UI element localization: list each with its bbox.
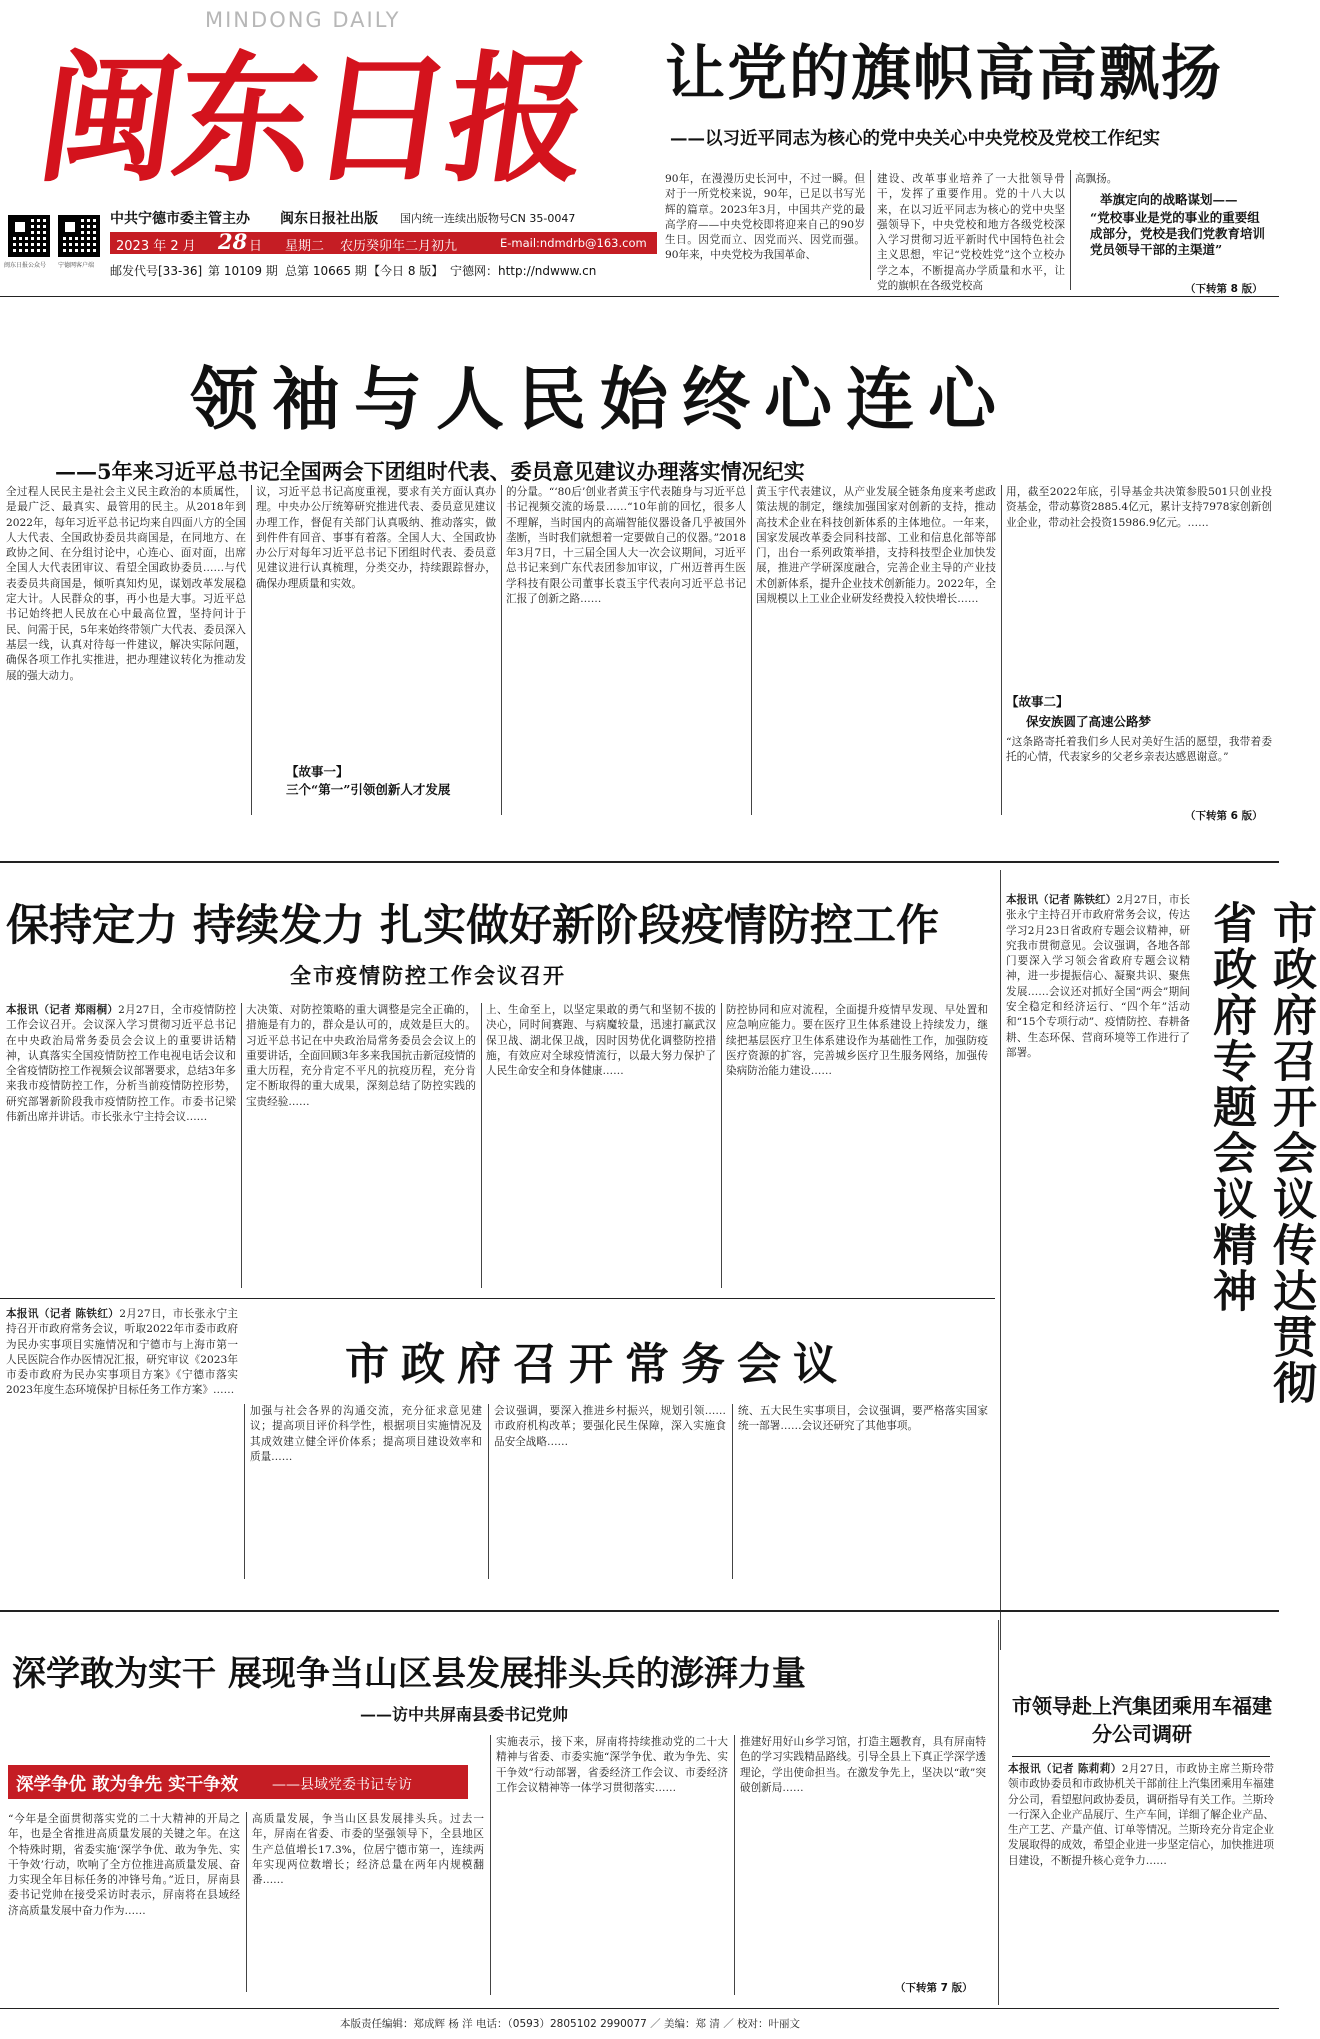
- continued-note: （下转第 8 版）: [1185, 283, 1263, 295]
- story7-headline: 市领导赴上汽集团乘用车福建分公司调研: [1012, 1694, 1272, 1746]
- story6-column: 实施表示，接下来，屏南将持续推动党的二十大精神与省委、市委实施“深学争优、敢为争先、实干争效”行动部署，省委经济工作会议、市委经济工作会议精神等一体学习贯彻落实……: [496, 1736, 728, 1794]
- story3-column: [6, 1003, 236, 1293]
- byline: 本报讯（记者 陈莉莉）: [1008, 1763, 1122, 1775]
- lead-section-head: 举旗定向的战略谋划——: [1100, 192, 1238, 207]
- story3-headline: 保持定力 持续发力 扎实做好新阶段疫情防控工作: [6, 901, 939, 951]
- story4-text: 2月27日，市长张永宁主持召开市政府常务会议，听取2022年市委市政府为民办实事项目实施情况和宁德市与上海市第一人民医院合作办医情况汇报，研究审议《2023年市委市政府为民办实事项目方案》《宁德市落实2023年度生态环境保护目标任务工作方案》……: [6, 1308, 238, 1397]
- story3-subhead: 全市疫情防控工作会议召开: [290, 963, 566, 988]
- story6-column: 高质量发展，争当山区县发展排头兵。过去一年，屏南在省委、市委的坚强领导下，全县地区生产总值增长17.3%，位居宁德市第一，连续两年实现两位数增长；经济总量在两年内规模翻番……: [252, 1813, 484, 1887]
- newspaper-logo: 闽东日报: [28, 38, 596, 202]
- qr-code-label: 闽东日报公众号: [4, 262, 47, 269]
- story3-column: 大决策、对防控策略的重大调整是完全正确的，措施是有力的，群众是认可的，成效是巨大的。习近平总书记在中央政治局常务委员会会议上的重要讲话，全面回顾3年多来我国抗击新冠疫情的重大历程，充分肯定不平凡的抗疫历程，充分肯定不断取得的重大成果，深刻总结了防控实践的宝贵经验……: [246, 1004, 476, 1108]
- story2-story-label: 【故事一】: [286, 764, 349, 779]
- story3-column: 上、生命至上，以坚定果敢的勇气和坚韧不拔的决心，同时间赛跑、与病魔较量，迅速打赢武汉保卫战、湖北保卫战，因时因势优化调整防控措施，有效应对全球疫情流行，以最大努力保护了人民生命安全和身体健康……: [486, 1004, 716, 1078]
- story6-column: 推建好用好山乡学习馆，打造主题教育，具有屏南特色的学习实践精品路线。引导全县上下真正学深学透理论，学出使命担当。在激发争先上，坚决以“敢”突破创新局……: [740, 1736, 986, 1794]
- story5-body: [1006, 893, 1190, 1663]
- byline: 本报讯（记者 郑雨桐）: [6, 1004, 119, 1016]
- byline: 本报讯（记者 陈铁红）: [1006, 894, 1117, 906]
- email: E-mail:ndmdrb@163.com: [500, 236, 647, 250]
- series-banner-sub: ——县域党委书记专访: [272, 1777, 412, 1793]
- story7-body: [1008, 1762, 1274, 1998]
- sponsor: 中共宁德市委主管主办: [110, 211, 250, 227]
- story2-subhead: ——5年来习近平总书记全国两会下团组时代表、委员意见建议办理落实情况纪实: [55, 459, 805, 484]
- story2-column: 全过程人民民主是社会主义民主政治的本质属性，是最广泛、最真实、最管用的民主。从2018年到2022年，每年习近平总书记均来自四面八方的全国人大代表、全国政协委员共商国是，在同地方、在政协之间、在分组讨论中，心连心、面对面，出席全国人大代表团审议、看望全国政协委员……与代表委员共商国是，倾听真知灼见，谋划改革发展稳定大计。人民群众的事，再小也是大事。习近平总书记始终把人民放在心中最高位置，坚持问计于民、问需于民，5年来始终带领广大代表、委员深入基层一线，认真对待每一件建议，解决实际问题，确保各项工作扎实推进，把办理建议转化为推动发展的强大动力。: [6, 486, 246, 682]
- date-suffix: 日: [249, 239, 263, 254]
- english-name: MINDONG DAILY: [205, 8, 401, 32]
- story6-headline: 深学敢为实干 展现争当山区县发展排头兵的澎湃力量: [12, 1654, 806, 1694]
- website: 宁德网：http://ndwww.cn: [450, 264, 597, 278]
- date-prefix: 2023 年 2 月: [116, 239, 196, 254]
- issue-number: 第 10109 期: [208, 264, 278, 278]
- date-day: 28: [218, 229, 248, 254]
- lead-column: 90年，在漫漫历史长河中，不过一瞬。但对于一所党校来说，90年，已足以书写光辉的篇章。2023年3月，中国共产党的最高学府——中央党校即将迎来自己的90岁生日。因党而立、因党而兴、因党而强。90年来，中央党校为我国革命、: [665, 173, 865, 262]
- story4-column: 加强与社会各界的沟通交流，充分征求意见建议；提高项目评价科学性，根据项目实施情况及其成效建立健全评价体系；提高项目建设效率和质量……: [250, 1405, 482, 1463]
- story4-headline: 市政府召开常务会议: [345, 1339, 849, 1390]
- qr-code-label: 宁德网客户端: [58, 262, 95, 269]
- story5-headline-text: 市政府召开会议传达贯彻省政府专题会议精神: [1205, 900, 1316, 1406]
- story2-story-head: 保安族圆了高速公路梦: [1026, 714, 1152, 729]
- story2-column: “这条路寄托着我们乡人民对美好生活的愿望，我带着委托的心情，代表家乡的父老乡亲表达感恩谢意。”: [1006, 736, 1272, 764]
- story6-subhead: ——访中共屏南县委书记党帅: [360, 1705, 569, 1724]
- story2-headline: 领袖与人民始终心连心: [190, 360, 1011, 440]
- story2-column: 的分量。“‘80后’创业者黄玉宇代表随身与习近平总书记视频交流的场景……“10年前的回忆，很多人不理解，当时国内的高端智能仪器设备几乎被国外垄断，当时我们就想着一定要做自己的仪器。”2018年3月7日，十三届全国人大一次会议期间，习近平总书记来到广东代表团参加审议，广州迈普再生医学科技有限公司董事长袁玉宇代表向习近平总书记汇报了创新之路……: [506, 486, 746, 606]
- qr-code-icon[interactable]: [58, 215, 100, 257]
- story5-headline: [1200, 900, 1316, 1450]
- story3-text: 2月27日，全市疫情防控工作会议召开。会议深入学习贯彻习近平总书记在中央政治局常务委员会会议上的重要讲话精神，认真落实全国疫情防控工作电视电话会议和全省疫情防控工作视频会议部署要求，总结3年多来我市疫情防控工作，分析当前疫情防控形势，研究部署新阶段我市疫情防控工作。市委书记梁伟新出席并讲话。市长张永宁主持会议……: [6, 1004, 236, 1124]
- qr-code-icon[interactable]: [8, 215, 50, 257]
- total-issue: 总第 10665 期: [285, 264, 367, 278]
- lead-column: 高飘扬。: [1075, 173, 1118, 185]
- continued-note: （下转第 6 版）: [1185, 810, 1263, 822]
- page-footer: 本版责任编辑：郑成辉 杨 洋 电话：（0593）2805102 2990077 ／ 美编：郑 清 ／ 校对：叶丽文: [340, 2018, 801, 2030]
- lead-column: 建设、改革事业培养了一大批领导骨干，发挥了重要作用。党的十八大以来，在以习近平同志为核心的党中央坚强领导下，中央党校和地方各级党校深入学习贯彻习近平新时代中国特色社会主义思想，牢记“党校姓党”这个立校办学之本，不断提高办学质量和水平，让党的旗帜在各级党校高: [877, 173, 1065, 293]
- cn-number: 国内统一连续出版物号CN 35-0047: [400, 212, 576, 225]
- lead-headline: 让党的旗帜高高飘扬: [665, 39, 1223, 109]
- series-banner-title: 深学争优 敢为争先 实干争效: [16, 1775, 239, 1795]
- story2-story-label: 【故事二】: [1006, 694, 1069, 709]
- story4-column: 统、五大民生实事项目，会议强调，要严格落实国家统一部署……会议还研究了其他事项。: [738, 1405, 988, 1433]
- continued-note: （下转第 7 版）: [895, 1982, 973, 1994]
- story2-column: 议，习近平总书记高度重视，要求有关方面认真办理。中央办公厅统筹研究推进代表、委员意见建议办理工作，督促有关部门认真吸纳、推动落实，做到件件有回音、事事有着落。全国人大、全国政协办公厅对每年习近平总书记下团组时代表、委员意见建议进行认真梳理，分类交办，持续跟踪督办，确保办理质量和实效。: [256, 486, 496, 590]
- lunar-date: 农历癸卯年二月初九: [340, 239, 458, 254]
- story5-text: 2月27日，市长张永宁主持召开市政府常务会议，传达学习2月23日省政府专题会议精神，研究我市贯彻意见。会议强调，各地各部门要深入学习领会省政府专题会议精神，进一步提振信心、凝聚共识、聚焦发展……会议还对抓好全国“两会”期间安全稳定和经济运行、“四个年”活动和“15个专项行动”、疫情防控、春耕备耕、生态环保、营商环境等工作进行了部署。: [1006, 894, 1190, 1059]
- story2-column: 用，截至2022年底，引导基金共决策参股501只创业投资基金，带动募资2885.4亿元，累计支持7978家创新创业企业，带动社会投资15986.9亿元。……: [1006, 486, 1272, 529]
- story7-text: 2月27日，市政协主席兰斯玲带领市政协委员和市政协机关干部前往上汽集团乘用车福建分公司，看望慰问政协委员，调研指导有关工作。兰斯玲一行深入企业产品展厅、生产车间，详细了解企业产品、生产工艺、产量产值、订单等情况。兰斯玲充分肯定企业发展取得的成效，希望企业进一步坚定信心，加快推进项目建设，不断提升核心竞争力……: [1008, 1763, 1274, 1867]
- story2-story-head: 三个“第一”引领创新人才发展: [286, 782, 451, 797]
- story3-column: 防控协同和应对流程，全面提升疫情早发现、早处置和应急响应能力。要在医疗卫生体系建设上持续发力，继续把基层医疗卫生体系建设作为基础性工作，加强防疫医疗资源的扩容，完善城乡医疗卫生服务网络，加强传染病防治能力建设……: [726, 1004, 988, 1078]
- publisher: 闽东日报社出版: [280, 211, 378, 227]
- byline: 本报讯（记者 陈铁红）: [6, 1308, 120, 1320]
- lead-subhead: ——以习近平同志为核心的党中央关心中央党校及党校工作纪实: [670, 129, 1160, 149]
- story6-column: “今年是全面贯彻落实党的二十大精神的开局之年，也是全省推进高质量发展的关键之年。在这个特殊时期，省委实施‘深学争优、敢为争先、实干争效’行动，吹响了全方位推进高质量发展、奋力实现全年目标任务的冲锋号角。”近日，屏南县委书记党帅在接受采访时表示，屏南将在县域经济高质量发展中奋力作为……: [8, 1813, 240, 1917]
- lead-quote: “党校事业是党的事业的重要组成部分，党校是我们党教育培训党员领导干部的主渠道”: [1090, 210, 1266, 257]
- page-count: 【今日 8 版】: [368, 264, 444, 278]
- weekday: 星期二: [285, 239, 325, 254]
- story2-column: 黄玉宇代表建议，从产业发展全链条角度来考虑政策法规的制定，继续加强国家对创新的支持，推动高技术企业在科技创新体系的主体地位。一年来，国家发展改革委会同科技部、工业和信息化部等部门，出台一系列政策举措，支持科技型企业加快发展，推进产学研深度融合，完善企业主导的产业技术创新体系，提升企业技术创新能力。2022年，全国规模以上工业企业研发经费投入较快增长……: [756, 486, 996, 606]
- story4-column: [6, 1307, 238, 1577]
- story4-column: 会议强调，要深入推进乡村振兴，规划引领……市政府机构改革；要强化民生保障，深入实施食品安全战略……: [494, 1405, 726, 1448]
- postal-code: 邮发代号[33-36]: [110, 264, 203, 278]
